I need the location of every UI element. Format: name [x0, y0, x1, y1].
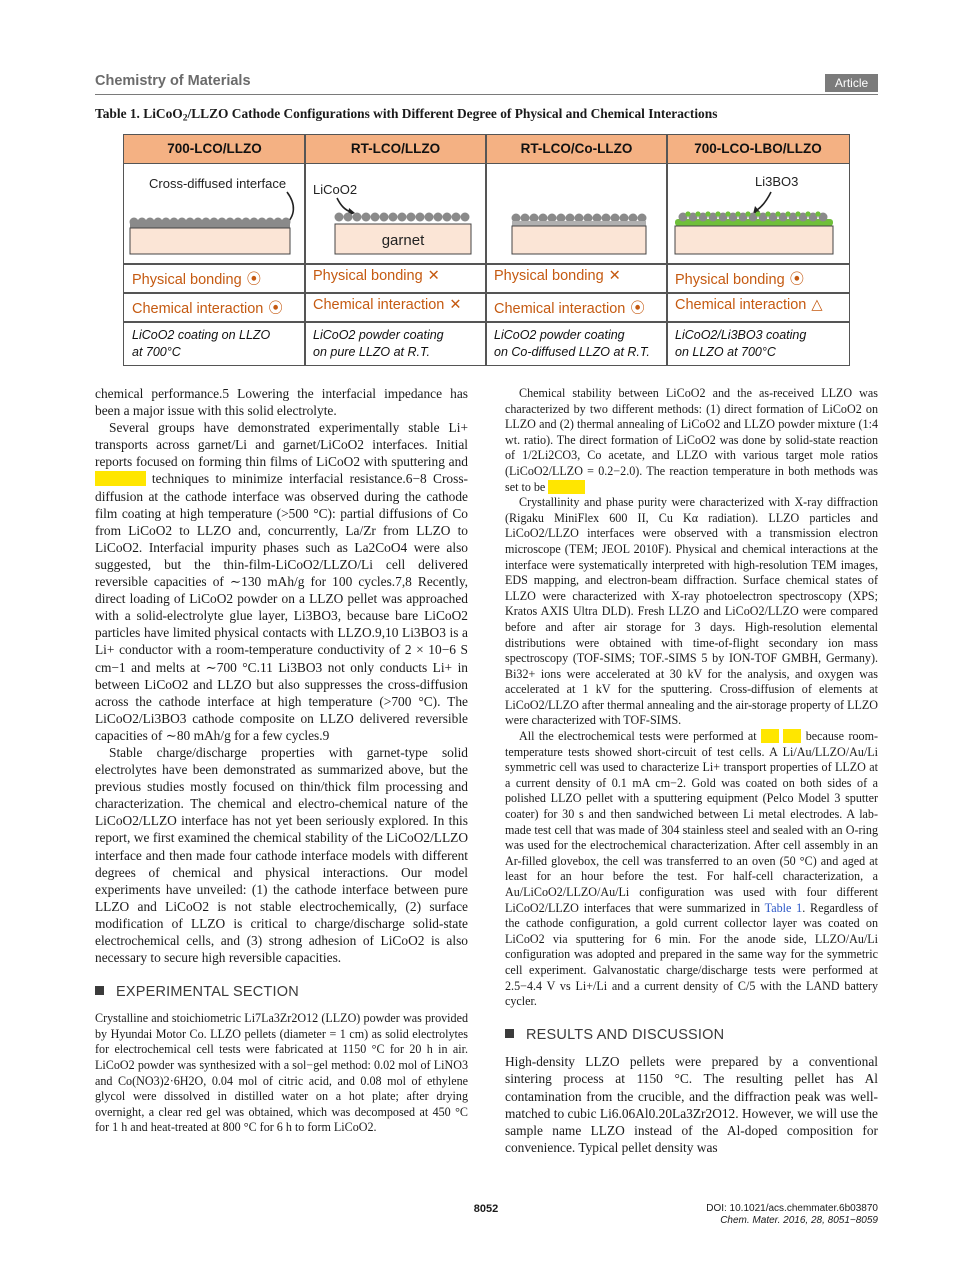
configuration-description: LiCoO2 powder coating on pure LLZO at R.T.	[313, 328, 444, 359]
physical-bonding-row: Physical bonding ✕	[313, 268, 440, 284]
table-column-rt-lco-co-llzo	[486, 135, 667, 365]
section-heading-results: RESULTS AND DISCUSSION	[505, 1028, 878, 1044]
garnet-block	[130, 228, 290, 254]
strong-mark-icon: ⦿	[789, 272, 805, 288]
footer-citation	[706, 1203, 878, 1227]
table-caption	[95, 106, 878, 122]
chemical-interaction-row: Chemical interaction ✕	[313, 297, 462, 313]
configuration-description: LiCoO2/Li3BO3 coating on LLZO at 700°C	[675, 328, 807, 359]
page-number: 8052	[473, 1203, 499, 1215]
cross-mark-icon: ✕	[449, 297, 462, 313]
highlight-mark	[783, 729, 801, 743]
column-header: 700-LCO-LBO/LLZO	[667, 135, 849, 164]
table-column-rt-lco-llzo	[305, 135, 486, 365]
highlight-mark	[761, 729, 779, 743]
cross-mark-icon: ✕	[608, 268, 621, 284]
table-1-link[interactable]: Table 1	[764, 900, 803, 915]
paragraph: chemical performance.5 Lowering the interfacial impedance has been a major issue with this solid electrolyte.	[95, 386, 468, 419]
physical-bonding-row: Physical bonding ⦿	[132, 268, 261, 289]
interface-illustration	[667, 164, 848, 264]
interface-illustration	[486, 164, 667, 264]
left-text-column	[95, 385, 468, 1136]
paragraph: Several groups have demonstrated experimentally stable Li+ transports across garnet/Li and garnet/LiCoO2 interfaces. Initial reports focused on forming thin films of LiCoO2 with sputtering and techniques to minimize interfacial resistance.6−8 Cross-diffusion at the cathode interface was observed during the cathode film coating at high temperature (>500 °C): partial diffusions of Co from LiCoO2 to LLZO and, concurrently, La/Zr from LLZO to LiCoO2. Interfacial impurity phases such as La2CoO4 were also suggested, but the thin-film-LiCoO2/LLZO/Li cell delivered reversible capacities of ∼130 mAh/g for 100 cycles.7,8 Recently, direct loading of LiCoO2 powder on a LLZO pellet was approached with a solid-electrolyte glue layer, Li3BO3, because bare LiCoO2 particles have limited physical contacts with LLZO.9,10 Li3BO3 is a Li+ conductor with a room-temperature conductivity of 2 × 10−6 S cm−1 and melts at ∼700 °C.11 Li3BO3 not only conducts Li+ in between LiCoO2 and LLZO but also suppresses the cross-diffusion across the cathode interface at high temperature (>700 °C). The LiCoO2/Li3BO3 cathode composite on LLZO delivered reversible capacities of ∼80 mAh/g for a few cycles.9	[95, 420, 469, 743]
table-divider	[124, 292, 849, 294]
table-column-700-lco-lbo-llzo	[667, 135, 849, 365]
co-diffused-layer	[512, 221, 646, 226]
doi-link[interactable]: DOI: 10.1021/acs.chemmater.6b03870	[706, 1203, 878, 1214]
page-header	[95, 72, 878, 95]
cathode-configuration-table	[123, 134, 850, 366]
column-header: RT-LCO/Co-LLZO	[486, 135, 667, 164]
paragraph: Crystalline and stoichiometric Li7La3Zr2O12 (LLZO) powder was provided by Hyundai Motor Co. LLZO pellets (diameter = 1 cm) as solid electrolytes for electrochemical cell tests were fabricated at 1150 °C for 20 h in air. LiCoO2 powder was synthesized with a sol−gel method: 0.02 mol of LiNO3 and Co(NO3)2·6H2O, 0.04 mol of citric acid, and 0.08 mol of ethylene glycol were dissolved in distilled water on a hot plate; after drying overnight, a clear red gel was obtained, which was decomposed at 450 °C for 1 h and heat-treated at 800 °C for 6 h to form LiCoO2.	[95, 1011, 468, 1135]
section-square-icon	[95, 986, 104, 995]
paragraph: High-density LLZO pellets were prepared by a conventional sintering process at 1150 °C. The resulting pellet has Al contamination from the crucible, and the diffraction peak was well-matched to cubic Li6.06Al0.20La3Zr2O12. However, we will use the sample name LLZO instead of the Al-doped composition for convenience. Typical pellet density was	[505, 1054, 878, 1155]
lco-particles	[335, 213, 470, 222]
triangle-mark-icon: △	[811, 297, 823, 313]
paragraph: Crystallinity and phase purity were characterized with X-ray diffraction (Rigaku MiniFlex 600 II, Cu Kα radiation). LLZO particles and LiCoO2/LLZO interfaces were observed with a transmission electron microscope (TEM; JEOL 2010F). Physical and chemical interactions at the interface were systematically interpreted with high-resolution TEM images, EDS mapping, and electron-beam diffraction. Surface chemical states of LLZO were characterized with X-ray photoelectron spectroscopy (XPS; Kratos AXIS Ultra DLD). Fresh LLZO and LiCoO2/LLZO were compared before and after air storage for 3 days. High-resolution elemental distributions were obtained with time-of-flight secondary ion mass spectroscopy (TOF-SIMS; TOF.-SIMS 5 by ION-TOF GMBH, Germany). Bi32+ ions were accelerated at 30 kV for the analysis, and oxygen was accelerated at 1 kV for the sputtering. Cross-diffusion of elements at LiCoO2/LLZO after thermal annealing and the air-storage property of LLZO were characterized with TOF-SIMS.	[505, 495, 878, 728]
cross-mark-icon: ✕	[427, 268, 440, 284]
garnet-block	[675, 226, 833, 254]
article-type-badge: Article	[825, 74, 878, 92]
column-header: 700-LCO/LLZO	[124, 135, 305, 164]
table-divider	[666, 135, 668, 365]
paragraph: Stable charge/discharge properties with garnet-type solid electrolytes have been demonstrated as summarized above, but the previous studies mostly focused on thin/thick film processing and characterization. The chemical and electro-chemical nature of the LiCoO2/LLZO interface has not yet been seriously explored. In this report, we first examined the chemical stability of the LiCoO2/LLZO interface and then made four cathode interface models with different degrees of chemical and physical interactions. Our model experiments have unveiled: (1) the cathode interface between pure LLZO and LiCoO2 is not stable electrochemically, (2) surface modification of LLZO is critical to charge/discharge solid-state electrochemical cells, and (3) strong adhesion of LiCoO2 is also necessary to secure high reversible capacities.	[95, 744, 468, 966]
interface-illustration	[305, 164, 486, 264]
table-title-part1: LiCoO	[143, 106, 183, 121]
table-title-part2: /LLZO Cathode Configurations with Different Degree of Physical and Chemical Interactions	[187, 106, 718, 121]
garnet-label: garnet	[381, 232, 425, 249]
strong-mark-icon: ⦿	[268, 301, 283, 317]
paragraph: Chemical stability between LiCoO2 and the as-received LLZO was characterized by two different methods: (1) direct formation of LiCoO2 on LLZO and (2) thermal annealing of LiCoO2 and LLZO powder mixture (1:4 wt. ratio). The direct formation of LiCoO2 was done by solid-state reaction of 1/2Li2CO3, Co acetate, and LLZO with various target mole ratios (LiCoO2/LLZO = 0.2−2.0). The reaction temperature in both methods was set to be	[505, 386, 878, 494]
table-divider	[124, 321, 849, 323]
illustration-label: Li3BO3	[755, 174, 799, 189]
table-divider	[124, 263, 849, 265]
right-text-column	[505, 386, 878, 1156]
configuration-description: LiCoO2 powder coating on Co-diffused LLZO at R.T.	[494, 328, 650, 359]
journal-citation: Chem. Mater. 2016, 28, 8051−8059	[720, 1215, 878, 1226]
table-divider	[304, 135, 306, 365]
table-column-700-lco-llzo	[124, 135, 305, 365]
arrow-icon	[757, 192, 771, 210]
column-header: RT-LCO/LLZO	[305, 135, 486, 164]
table-label: Table 1.	[95, 106, 140, 121]
section-square-icon	[505, 1029, 514, 1038]
interface-illustration	[124, 164, 305, 264]
table-divider	[485, 135, 487, 365]
chemical-interaction-row: Chemical interaction ⦿	[494, 297, 645, 318]
strong-mark-icon: ⦿	[246, 272, 262, 288]
configuration-description: LiCoO2 coating on LLZO at 700°C	[132, 328, 271, 359]
chemical-interaction-row: Chemical interaction ⦿	[132, 297, 283, 318]
illustration-label: Cross-diffused interface	[149, 176, 287, 191]
illustration-label: LiCoO2	[313, 182, 358, 197]
paragraph: All the electrochemical tests were performed at because room-temperature tests showed short-circuit of test cells. A Li/Au/LLZO/Au/Li symmetric cell was used to characterize Li+ transport properties of LLZO at a current density of 0.1 mA cm−2. Gold was coated on both sides of a polished LLZO pellet with a sputtering equipment (Pelco Model 3 sputter coater) for 30 s and then sandwiched between Li metal electrodes. A lab-made test cell that was made of 304 stainless steel and sealed with an O-ring was used for the electrochemical characterization. After cell assembly in an Ar-filled glovebox, the cell was transferred to an oven (50 °C) and aged at least for an hour before the test. For half-cell characterization, a Au/LiCoO2/LLZO/Au/Li configuration was used with four different LiCoO2/LLZO interfaces that were summarized in Table 1. Regardless of the cathode configuration, a gold current collector layer was coated on LiCoO2 via sputtering for 6 min. For the anode side, LLZO/Au/Li configuration was adopted and prepared in the same way for the symmetric cell experiment. Galvanostatic charge/discharge tests were performed at 2.5−4.4 V vs Li+/Li and a current density of C/5 with the LAND battery cycler.	[505, 729, 879, 1009]
section-heading-experimental: EXPERIMENTAL SECTION	[95, 984, 468, 1001]
physical-bonding-row: Physical bonding ⦿	[675, 268, 804, 289]
journal-name[interactable]: Chemistry of Materials	[95, 73, 251, 89]
lco-particles	[679, 213, 828, 222]
table-title-sub: 2	[182, 112, 188, 124]
highlight-mark	[95, 471, 146, 486]
chemical-interaction-row: Chemical interaction △	[675, 297, 823, 313]
garnet-block	[512, 226, 646, 254]
highlight-mark	[548, 480, 584, 494]
strong-mark-icon: ⦿	[630, 301, 645, 317]
physical-bonding-row: Physical bonding ✕	[494, 268, 621, 284]
